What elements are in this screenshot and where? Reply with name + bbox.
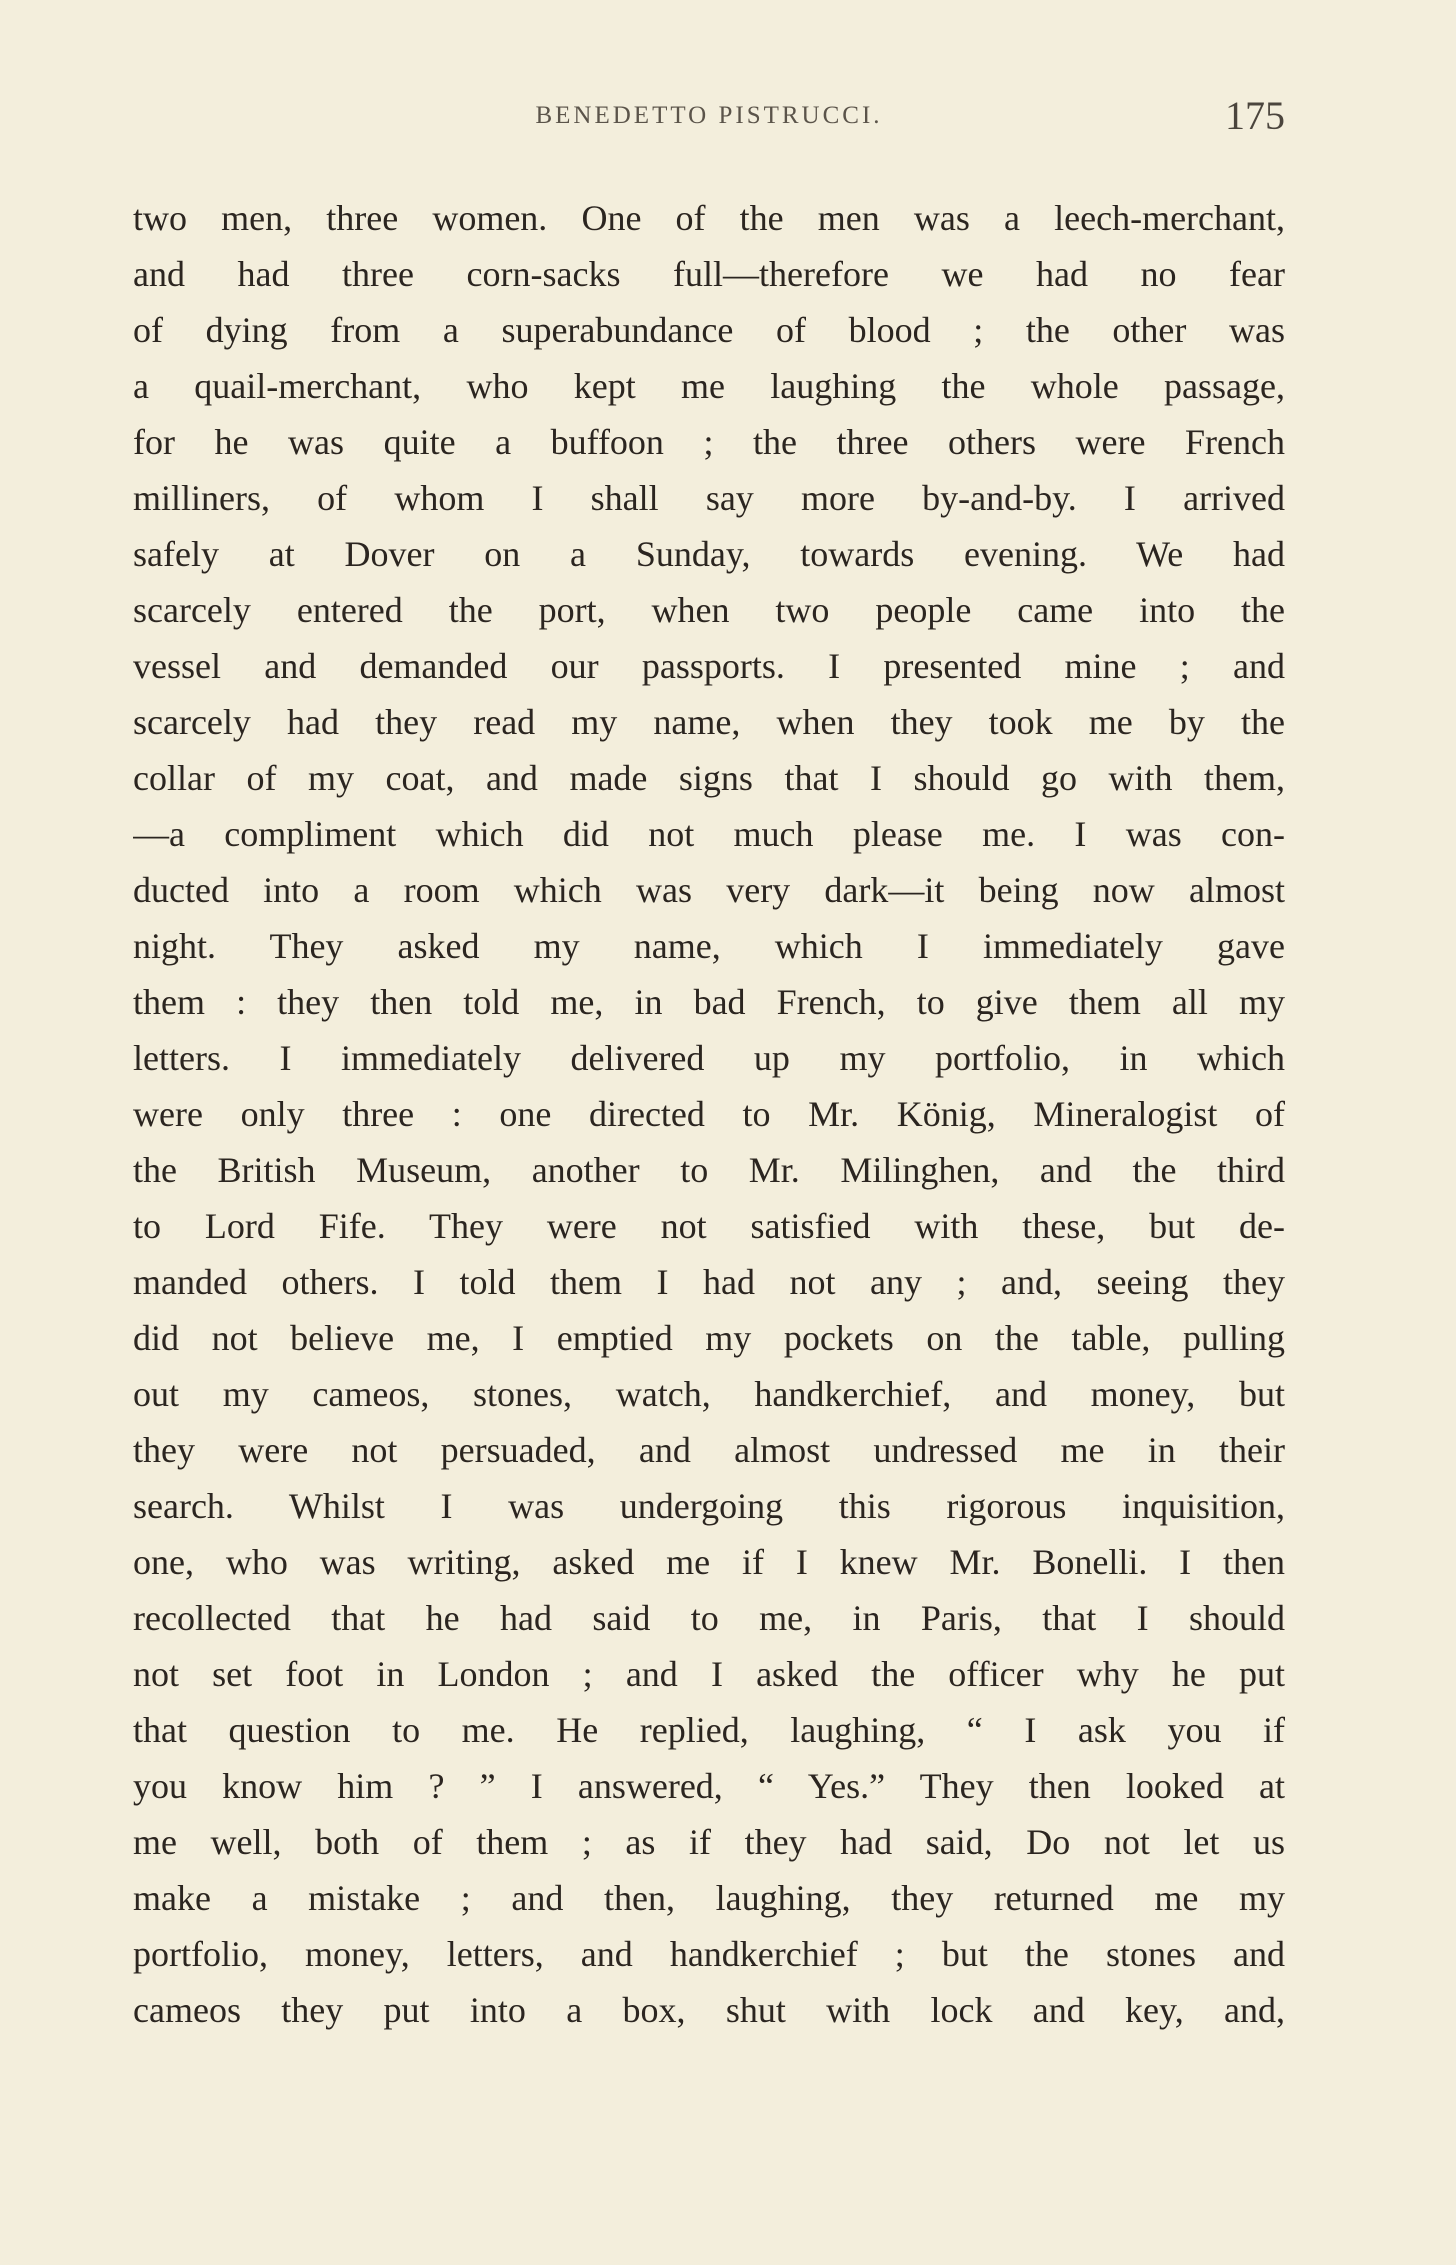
text-line: two men, three women. One of the men was a leech-merchant, <box>133 198 1285 238</box>
text-line: did not believe me, I emptied my pockets on the table, pulling <box>133 1318 1285 1358</box>
text-line: milliners, of whom I shall say more by-and-by. I arrived <box>133 478 1285 518</box>
text-line: the British Museum, another to Mr. Milinghen, and the third <box>133 1150 1285 1190</box>
text-line: them : they then told me, in bad French, to give them all my <box>133 982 1285 1022</box>
text-line: to Lord Fife. They were not satisfied with these, but de- <box>133 1206 1285 1246</box>
text-line: collar of my coat, and made signs that I should go with them, <box>133 758 1285 798</box>
body-text <box>133 190 1285 2038</box>
text-line: you know him ? ” I answered, “ Yes.” They then looked at <box>133 1766 1285 1806</box>
text-line: one, who was writing, asked me if I knew Mr. Bonelli. I then <box>133 1542 1285 1582</box>
text-line: were only three : one directed to Mr. König, Mineralogist of <box>133 1094 1285 1134</box>
text-line: safely at Dover on a Sunday, towards evening. We had <box>133 534 1285 574</box>
text-line: and had three corn-sacks full—therefore we had no fear <box>133 254 1285 294</box>
text-line: a quail-merchant, who kept me laughing the whole passage, <box>133 366 1285 406</box>
text-line: that question to me. He replied, laughing, “ I ask you if <box>133 1710 1285 1750</box>
text-line: out my cameos, stones, watch, handkerchief, and money, but <box>133 1374 1285 1414</box>
page-number: 175 <box>1225 93 1285 138</box>
text-line: me well, both of them ; as if they had said, Do not let us <box>133 1822 1285 1862</box>
running-title: BENEDETTO PISTRUCCI. <box>535 102 883 129</box>
text-line: portfolio, money, letters, and handkerchief ; but the stones and <box>133 1934 1285 1974</box>
text-line: make a mistake ; and then, laughing, they returned me my <box>133 1878 1285 1918</box>
text-line: cameos they put into a box, shut with lock and key, and, <box>133 1990 1285 2030</box>
text-line: not set foot in London ; and I asked the officer why he put <box>133 1654 1285 1694</box>
text-line: scarcely entered the port, when two people came into the <box>133 590 1285 630</box>
text-line: manded others. I told them I had not any ; and, seeing they <box>133 1262 1285 1302</box>
text-line: they were not persuaded, and almost undressed me in their <box>133 1430 1285 1470</box>
text-line: scarcely had they read my name, when they took me by the <box>133 702 1285 742</box>
running-head <box>133 92 1285 138</box>
text-line: ducted into a room which was very dark—it being now almost <box>133 870 1285 910</box>
text-line: for he was quite a buffoon ; the three others were French <box>133 422 1285 462</box>
text-line: recollected that he had said to me, in Paris, that I should <box>133 1598 1285 1638</box>
text-line: vessel and demanded our passports. I presented mine ; and <box>133 646 1285 686</box>
text-line: —a compliment which did not much please me. I was con- <box>133 814 1285 854</box>
text-line: letters. I immediately delivered up my portfolio, in which <box>133 1038 1285 1078</box>
text-line: of dying from a superabundance of blood ; the other was <box>133 310 1285 350</box>
text-line: search. Whilst I was undergoing this rigorous inquisition, <box>133 1486 1285 1526</box>
text-line: night. They asked my name, which I immediately gave <box>133 926 1285 966</box>
